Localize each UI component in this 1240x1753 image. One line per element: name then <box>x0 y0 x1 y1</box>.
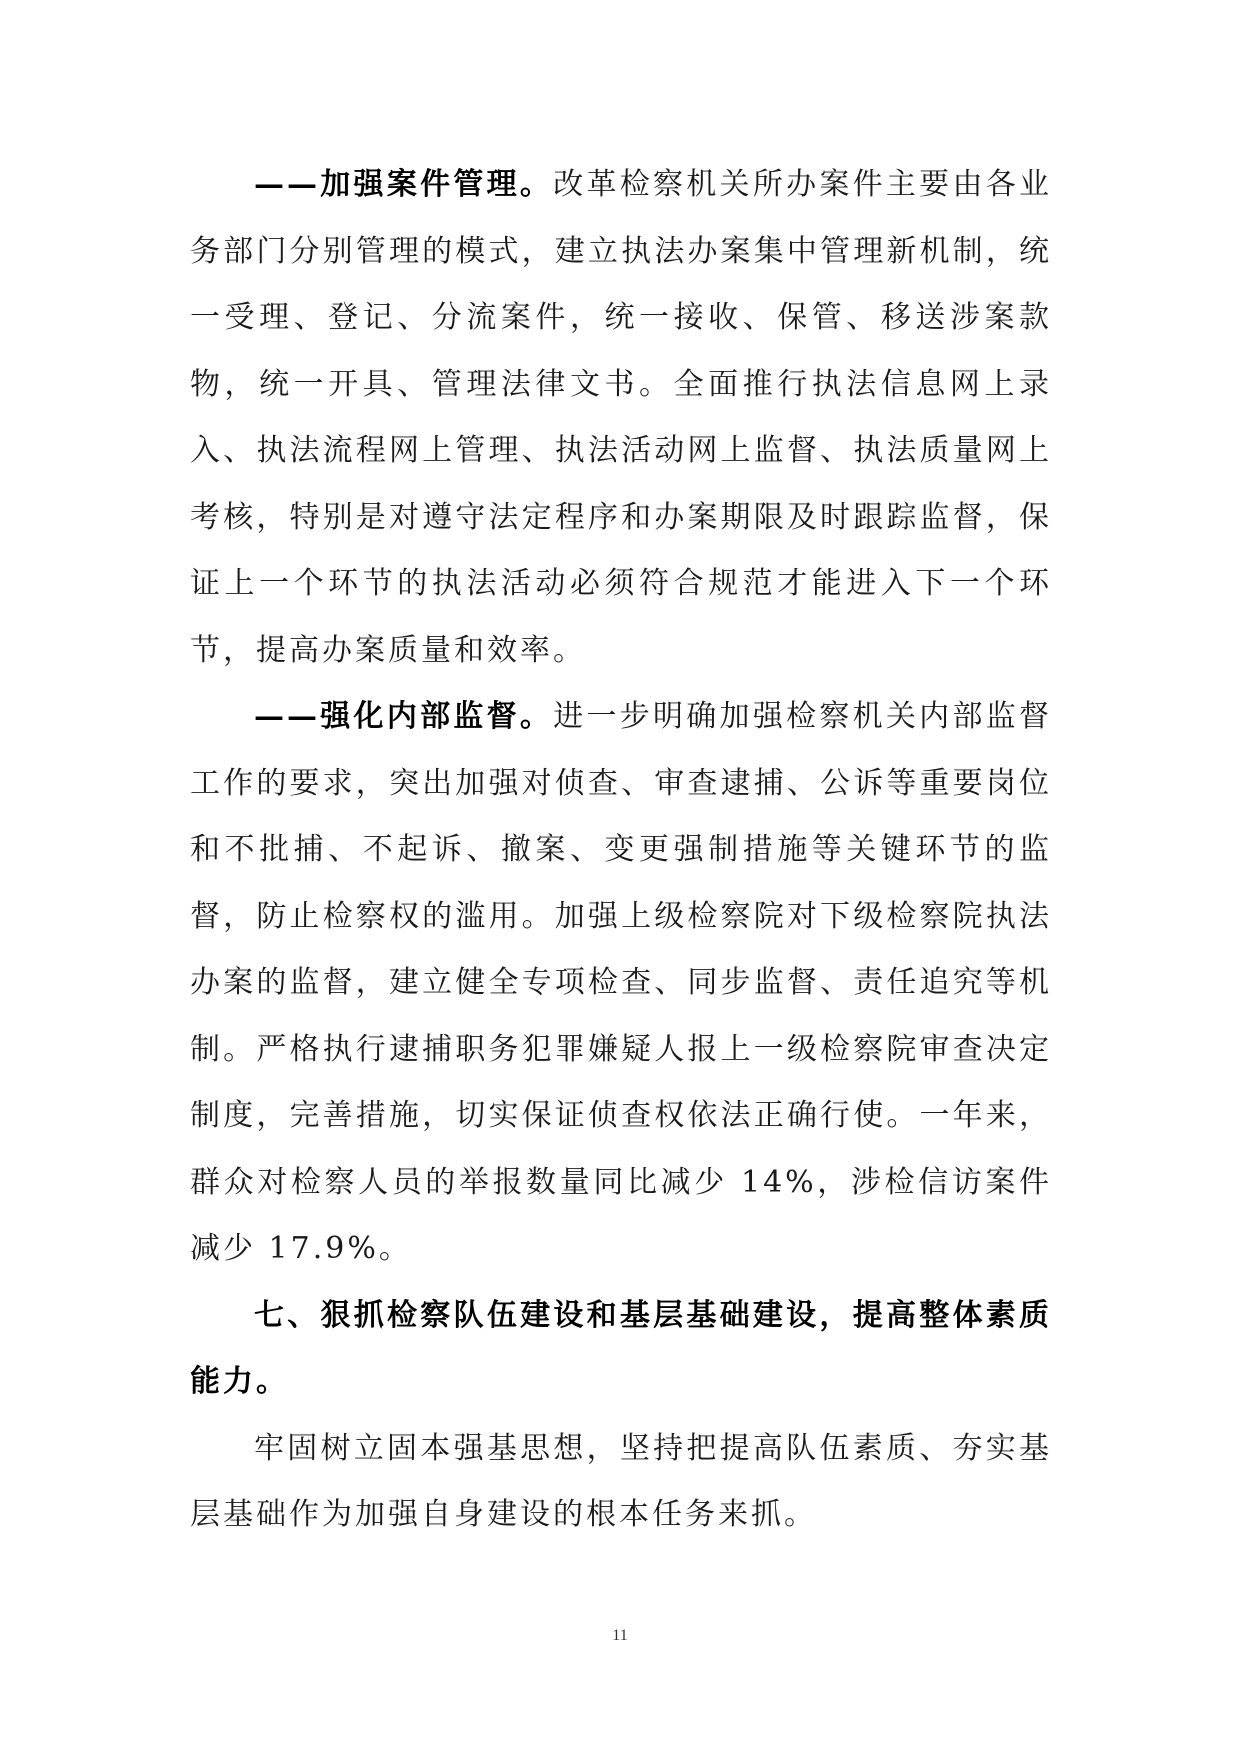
paragraph-lead-case-management: ——加强案件管理。 <box>254 167 554 202</box>
paragraph-internal-supervision <box>190 684 1052 1283</box>
paragraph-body-internal-supervision: 进一步明确加强检察机关内部监督工作的要求，突出加强对侦查、审查逮捕、公诉等重要岗位和不批捕、不起诉、撤案、变更强制措施等关键环节的监督，防止检察权的滥用。加强上级检察院对下级检察院执法办案的监督，建立健全专项检查、同步监督、责任追究等机制。严格执行逮捕职务犯罪嫌疑人报上一级检察院审查决定制度，完善措施，切实保证侦查权依法正确行使。一年来，群众对检察人员的举报数量同比减少 14%，涉检信访案件减少 17.9%。 <box>190 699 1053 1266</box>
section-title: 七、狠抓检察队伍建设和基层基础建设，提高整体素质能力。 <box>190 1297 1052 1399</box>
closing-paragraph: 牢固树立固本强基思想，坚持把提高队伍素质、夯实基层基础作为加强自身建设的根本任务来抓。 <box>190 1430 1052 1532</box>
page-number: 11 <box>612 1627 628 1644</box>
paragraph-case-management <box>190 152 1052 684</box>
document-page <box>190 152 1052 1549</box>
paragraph-body-case-management: 改革检察机关所办案件主要由各业务部门分别管理的模式，建立执法办案集中管理新机制，统一受理、登记、分流案件，统一接收、保管、移送涉案款物，统一开具、管理法律文书。全面推行执法信息网上录入、执法流程网上管理、执法活动网上监督、执法质量网上考核，特别是对遵守法定程序和办案期限及时跟踪监督，保证上一个环节的执法活动必须符合规范才能进入下一个环节，提高办案质量和效率。 <box>190 167 1053 668</box>
paragraph-lead-internal-supervision: ——强化内部监督。 <box>254 699 554 734</box>
